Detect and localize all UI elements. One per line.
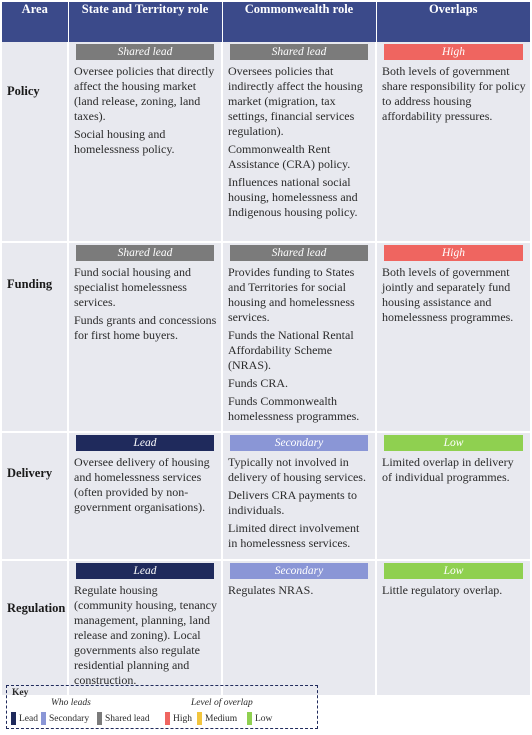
paragraph: Fund social housing and specialist homelessness services.	[74, 265, 191, 309]
area-label	[2, 560, 68, 696]
row-regulation	[2, 560, 530, 696]
badge-shared-lead: Shared lead	[76, 245, 214, 261]
paragraph: Funds Commonwealth homelessness programmes.	[228, 394, 360, 423]
key-item-medium	[197, 712, 237, 725]
key-legend	[6, 685, 318, 729]
paragraph: Limited overlap in delivery of individual programmes.	[382, 455, 514, 484]
key-label: Low	[255, 713, 273, 724]
area-policy: Policy	[7, 84, 40, 98]
overlap-cell	[376, 242, 530, 432]
badge-lead: Lead	[76, 435, 214, 451]
commonwealth-role-cell	[222, 42, 376, 242]
state-role-cell	[68, 242, 222, 432]
swatch-medium	[197, 712, 202, 725]
paragraph: Oversee policies that directly affect the housing market (land release, zoning, land taxes).	[74, 64, 215, 123]
area-label	[2, 432, 68, 560]
badge-high: High	[384, 245, 523, 261]
swatch-secondary	[41, 712, 46, 725]
area-label	[2, 42, 68, 242]
header-row	[2, 2, 530, 42]
key-level-of-overlap-heading: Level of overlap	[191, 698, 253, 708]
paragraph: Provides funding to States and Territories for social housing and homelessness services.	[228, 265, 355, 324]
header-state-role: State and Territory role	[68, 2, 222, 42]
row-delivery	[2, 432, 530, 560]
paragraph: Oversees policies that indirectly affect the housing market (migration, tax settings, financial services regulation).	[228, 64, 363, 138]
key-item-low	[247, 712, 272, 725]
overlap-cell	[376, 432, 530, 560]
paragraph: Influences national social housing, homelessness and Indigenous housing policy.	[228, 175, 358, 219]
area-funding: Funding	[7, 277, 53, 291]
paragraph: Little regulatory overlap.	[382, 583, 503, 597]
overlap-cell	[376, 42, 530, 242]
paragraph: Limited direct involvement in homelessness services.	[228, 521, 360, 550]
swatch-lead	[11, 712, 16, 725]
key-who-leads-heading: Who leads	[51, 698, 91, 708]
header-area: Area	[2, 2, 68, 42]
state-role-cell	[68, 42, 222, 242]
state-role-cell	[68, 432, 222, 560]
key-label: Secondary	[49, 713, 90, 724]
key-item-high	[165, 712, 192, 725]
key-label: High	[173, 713, 192, 724]
key-label: Shared lead	[105, 713, 150, 724]
paragraph: Oversee delivery of housing and homelessness services (often provided by non- government organisations).	[74, 455, 210, 514]
paragraph: Both levels of government share responsibility for policy to address housing affordability pressures.	[382, 64, 526, 123]
badge-shared-lead: Shared lead	[230, 245, 368, 261]
commonwealth-role-cell	[222, 242, 376, 432]
state-role-cell	[68, 560, 222, 696]
header-commonwealth-role: Commonwealth role	[222, 2, 376, 42]
badge-secondary: Secondary	[230, 563, 368, 579]
badge-low: Low	[384, 563, 523, 579]
row-policy	[2, 42, 530, 242]
badge-high: High	[384, 44, 523, 60]
paragraph: Funds grants and concessions for first home buyers.	[74, 313, 217, 342]
paragraph: Funds CRA.	[228, 376, 289, 390]
key-label: Lead	[19, 713, 38, 724]
key-label: Medium	[205, 713, 238, 724]
key-item-shared-lead	[97, 712, 150, 725]
key-item-secondary	[41, 712, 89, 725]
area-delivery: Delivery	[7, 466, 53, 480]
area-regulation: Regulation	[7, 601, 66, 615]
area-label	[2, 242, 68, 432]
badge-shared-lead: Shared lead	[76, 44, 214, 60]
paragraph: Commonwealth Rent Assistance (CRA) policy.	[228, 142, 351, 171]
key-title: Key	[12, 688, 29, 698]
overlap-cell	[376, 560, 530, 696]
header-overlaps: Overlaps	[376, 2, 530, 42]
paragraph: Delivers CRA payments to individuals.	[228, 488, 357, 517]
badge-lead: Lead	[76, 563, 214, 579]
swatch-high	[165, 712, 170, 725]
swatch-low	[247, 712, 252, 725]
commonwealth-role-cell	[222, 560, 376, 696]
paragraph: Both levels of government jointly and separately fund housing assistance and homelessness programmes.	[382, 265, 514, 324]
paragraph: Regulates NRAS.	[228, 583, 314, 597]
paragraph: Social housing and homelessness policy.	[74, 127, 175, 156]
roles-table	[2, 2, 530, 697]
paragraph: Regulate housing (community housing, tenancy management, planning, land release and zoning). Local governments also regulate residential planning and construction.	[74, 583, 217, 687]
badge-secondary: Secondary	[230, 435, 368, 451]
commonwealth-role-cell	[222, 432, 376, 560]
swatch-shared-lead	[97, 712, 102, 725]
key-item-lead	[11, 712, 38, 725]
badge-shared-lead: Shared lead	[230, 44, 368, 60]
row-funding	[2, 242, 530, 432]
paragraph: Typically not involved in delivery of housing services.	[228, 455, 366, 484]
badge-low: Low	[384, 435, 523, 451]
paragraph: Funds the National Rental Affordability Scheme (NRAS).	[228, 328, 354, 372]
